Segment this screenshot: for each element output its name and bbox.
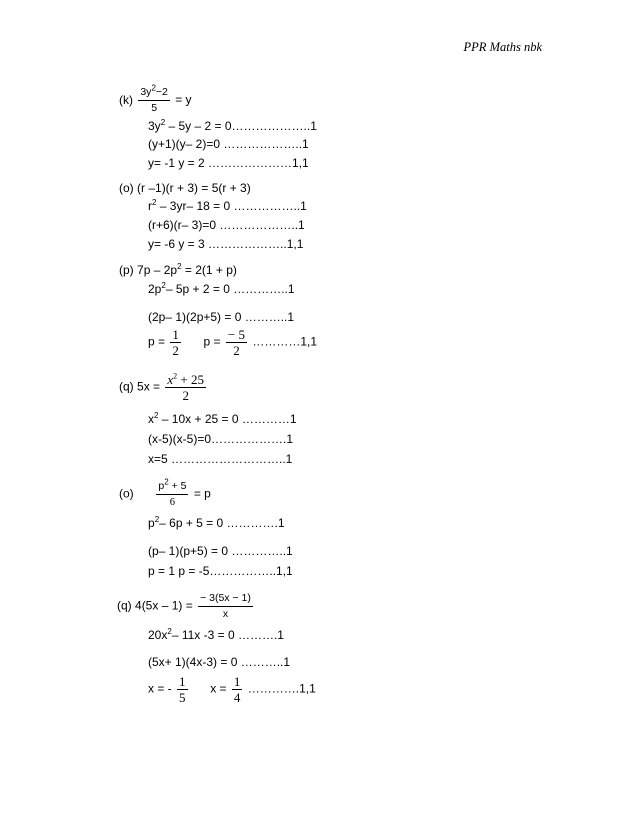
problem-p-line-2: (2p– 1)(2p+5) = 0 ………..1 xyxy=(148,310,295,324)
fraction: $\frac{1}{4}$ xyxy=(233,674,241,705)
problem-q1-line-2: (x-5)(x-5)=0……………….1 xyxy=(148,432,294,446)
problem-o1-line-2: (r+6)(r– 3)=0 ………………..1 xyxy=(148,218,305,232)
problem-k-equation: (k) $\frac{3y^2-2}{5}$ = y xyxy=(119,83,192,114)
page-header: PPR Maths nbk xyxy=(463,40,542,54)
problem-p-equation: (p) $7p - 2p^2 = 2(1 + p)$ xyxy=(119,262,237,277)
fraction: $\frac{- 3(5x - 1)}{x}$ xyxy=(200,592,251,620)
fraction: $\frac{x^2 + 25}{2}$ xyxy=(167,371,204,403)
problem-o2-equation: (o) $\frac{p^2 + 5}{6}$ = p xyxy=(119,477,211,508)
problem-q1-line-1: $x^2 - 10x + 25 = 0$ …………1 xyxy=(148,411,297,426)
fraction: $\frac{- 5}{2}$ xyxy=(227,327,245,358)
problem-q2-equation: (q) 4(5x – 1) = $\frac{- 3(5x - 1)}{x}$ xyxy=(117,592,251,620)
problem-q2-line-1: $20x^2-$ 11x -3 = 0 ……….1 xyxy=(148,627,284,642)
problem-o2-line-1: $p^2-$ 6p + 5 = 0 ………….1 xyxy=(148,515,285,530)
fraction: $\frac{1}{2}$ xyxy=(172,327,179,358)
problem-p-line-1: $2p^2-$ 5p + 2 = 0 …………..1 xyxy=(148,281,295,296)
fraction: $\frac{1}{5}$ xyxy=(179,674,186,705)
problem-q2-line-2: (5x+ 1)(4x-3) = 0 ………..1 xyxy=(148,655,291,669)
problem-label: (q) xyxy=(119,379,134,394)
problem-label: (o) xyxy=(119,181,134,195)
problem-o2-line-3: p = 1 p = -5……………..1,1 xyxy=(148,564,293,578)
problem-q2-solutions: x = - $\frac{1}{5}$ x = $\frac{1}{4}$ ………….1,1 xyxy=(148,674,316,705)
problem-o1-line-1: $r^2 - 3yr-$ 18 = 0 ……………..1 xyxy=(148,198,307,213)
problem-k-line-3: y= -1 y = 2 …………………1,1 xyxy=(148,156,309,170)
fraction: $\frac{p^2 + 5}{6}$ xyxy=(158,477,187,508)
problem-o2-line-2: (p– 1)(p+5) = 0 …………..1 xyxy=(148,544,293,558)
problem-k-line-1: $3y^2 - 5y - 2$ = 0………………..1 xyxy=(148,118,317,133)
problem-q1-line-3: x=5 ………………………..1 xyxy=(148,452,293,466)
fraction: $\frac{3y^2-2}{5}$ xyxy=(140,83,168,114)
problem-o1-line-3: y= -6 y = 3 ………………..1,1 xyxy=(148,237,304,251)
problem-label: (p) xyxy=(119,263,134,277)
problem-q1-equation: (q) 5x = $\frac{x^2 + 25}{2}$ xyxy=(119,371,204,403)
problem-o1-equation: (o) (r –1)(r + 3) = 5(r + 3) xyxy=(119,181,251,195)
problem-label: (o) xyxy=(119,486,134,501)
problem-label: (k) xyxy=(119,92,133,107)
problem-p-solutions: p = $\frac{1}{2}$ p = $\frac{- 5}{2}$ …………1,1 xyxy=(148,327,318,358)
problem-label: (q) xyxy=(117,598,132,613)
problem-k-line-2: (y+1)(y– 2)=0 ………………..1 xyxy=(148,137,309,151)
